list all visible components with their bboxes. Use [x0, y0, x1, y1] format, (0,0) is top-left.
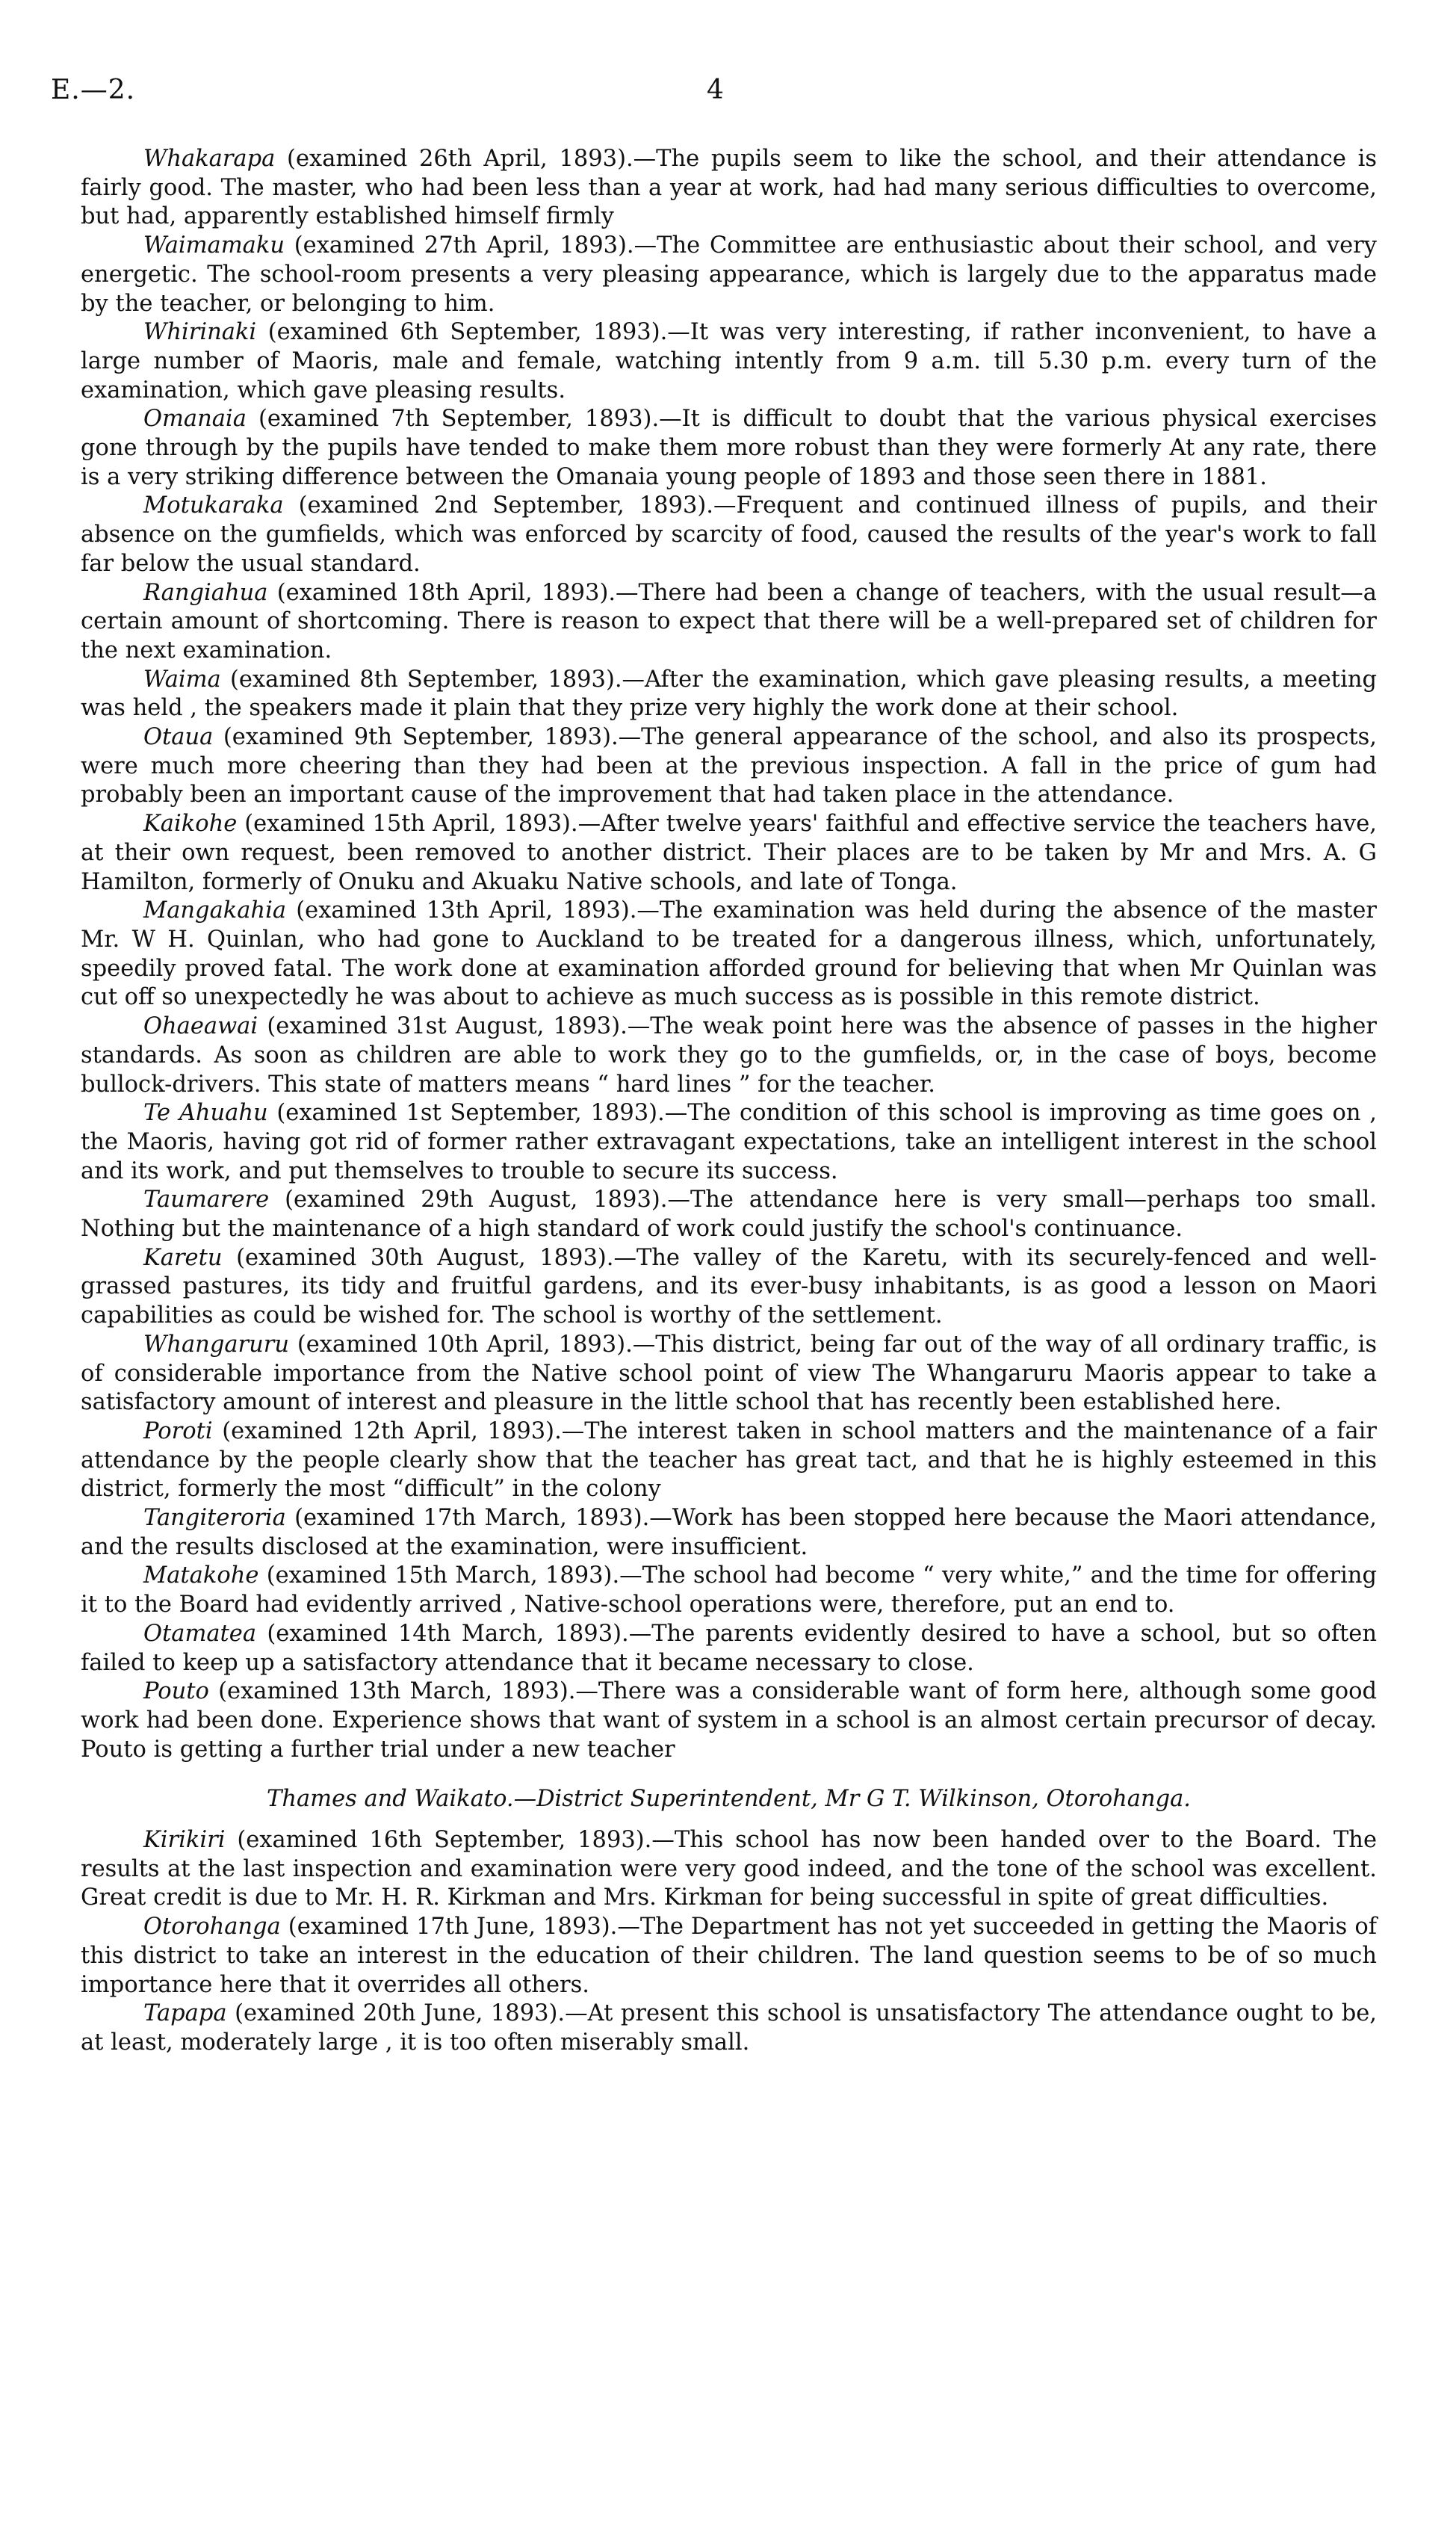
school-name: Otaua — [143, 724, 214, 751]
school-report-paragraph — [81, 1331, 1377, 1417]
report-text: (examined 1st September, 1893).—The condition of this school is improving as time goes on , the Maoris, having got rid of former rather extravagant expectations, take an intelligent interest in the school and its work, and put themselves to trouble to secure its success. — [81, 1100, 1377, 1184]
school-report-paragraph — [81, 2000, 1377, 2057]
school-name: Motukaraka — [143, 492, 284, 519]
page-header — [51, 75, 1381, 120]
report-text: (examined 10th April, 1893).—This district, being far out of the way of all ordinary traffic, is of considerable importance from the Native school point of view The Whangaruru Maoris appear to take a satisfactory amount of interest and pleasure in the little school that has recently been established here. — [81, 1331, 1377, 1416]
school-name: Tangiteroria — [143, 1505, 286, 1532]
school-name: Whirinaki — [143, 319, 257, 346]
report-text: (examined 8th September, 1893).—After the examination, which gave pleasing results, a meeting was held , the speakers made it plain that they prize very highly the work done at their school. — [81, 666, 1377, 722]
report-text: (examined 7th September, 1893).—It is difficult to doubt that the various physical exercises gone through by the pupils have tended to make them more robust than they were formerly At any rate, there is a very striking difference between the Omanaia young people of 1893 and those seen there in 1881. — [81, 406, 1377, 490]
report-text: (examined 6th September, 1893).—It was very interesting, if rather inconvenient, to have a large number of Maoris, male and female, watching intently from 9 a.m. till 5.30 p.m. every turn of the examination, which gave pleasing results. — [81, 319, 1377, 403]
report-text: (examined 31st August, 1893).—The weak point here was the absence of passes in the higher standards. As soon as children are able to work they go to the gumfields, or, in the case of boys, become bullock-drivers. This state of matters means “ hard lines ” for the teacher. — [81, 1013, 1377, 1098]
report-text: (examined 27th April, 1893).—The Committee are enthusiastic about their school, and very energetic. The school-room presents a very pleasing appearance, which is largely due to the apparatus made by the teacher, or belonging to him. — [81, 232, 1377, 317]
school-name: Otamatea — [143, 1620, 257, 1647]
page-code: E.—2. — [51, 75, 136, 105]
report-text: (examined 16th September, 1893).—This school has now been handed over to the Board. The results at the last inspection and examination were very good indeed, and the tone of the school was excellent. Great credit is due to Mr. H. R. Kirkman and Mrs. Kirkman for being successful in spite of great difficulties. — [81, 1827, 1377, 1911]
school-name: Tapapa — [143, 2000, 227, 2027]
school-name: Mangakahia — [143, 897, 287, 924]
school-report-paragraph — [81, 1012, 1377, 1099]
school-name: Ohaeawai — [143, 1013, 258, 1040]
report-text: (examined 15th April, 1893).—After twelve years' faithful and effective service the teachers have, at their own request, been removed to another district. Their places are to be taken by Mr and Mrs. A. G Hamilton, formerly of Onuku and Akuaku Native schools, and late of Tonga. — [81, 811, 1377, 895]
school-name: Karetu — [143, 1244, 223, 1271]
school-report-paragraph — [81, 810, 1377, 897]
report-text: (examined 13th April, 1893).—The examination was held during the absence of the master Mr. W H. Quinlan, who had gone to Auckland to be treated for a dangerous illness, which, unfortunately, speedily proved fatal. The work done at examination afforded ground for believing that when Mr Quinlan was cut off so unexpectedly he was about to achieve as much success as is possible in this remote district. — [81, 897, 1377, 1011]
school-report-paragraph — [81, 579, 1377, 666]
report-text: (examined 15th March, 1893).—The school had become “ very white,” and the time for offering it to the Board had evidently arrived , Native-school operations were, therefore, put an end to. — [81, 1562, 1377, 1618]
school-report-paragraph — [81, 145, 1377, 232]
school-name: Rangiahua — [143, 579, 268, 606]
report-text: (examined 13th March, 1893).—There was a considerable want of form here, although some good work had been done. Experience shows that want of system in a school is an almost certain precursor of decay. Pouto is getting a further trial under a new teacher — [81, 1678, 1377, 1763]
school-report-paragraph — [81, 1620, 1377, 1677]
school-name: Omanaia — [143, 406, 247, 433]
school-name: Pouto — [143, 1678, 209, 1705]
school-report-paragraph — [81, 666, 1377, 723]
report-text: (examined 29th August, 1893).—The attendance here is very small—perhaps too small. Nothing but the maintenance of a high standard of work could justify the school's continuance. — [81, 1187, 1377, 1243]
school-report-paragraph — [81, 1677, 1377, 1764]
report-text: (examined 9th September, 1893).—The general appearance of the school, and also its prospects, were much more cheering than they had been at the previous inspection. A fall in the price of gum had probably been an important cause of the improvement that had taken place in the attendance. — [81, 724, 1377, 808]
school-report-paragraph — [81, 405, 1377, 492]
school-report-paragraph — [81, 1244, 1377, 1331]
report-text: (examined 2nd September, 1893).—Frequent and continued illness of pupils, and their absence on the gumfields, which was enforced by scarcity of food, caused the results of the year's work to fall far below the usual standard. — [81, 492, 1377, 577]
report-text: (examined 18th April, 1893).—There had been a change of teachers, with the usual result—a certain amount of shortcoming. There is reason to expect that there will be a well-prepared set of children for the next examination. — [81, 579, 1377, 664]
school-name: Waima — [143, 666, 221, 693]
school-report-paragraph — [81, 1913, 1377, 2000]
school-report-paragraph — [81, 318, 1377, 405]
school-name: Kaikohe — [143, 811, 238, 838]
school-name: Matakohe — [143, 1562, 259, 1589]
report-text: (examined 17th June, 1893).—The Department has not yet succeeded in getting the Maoris of this district to take an interest in the education of their children. The land question seems to be of so much importance here that it overrides all others. — [81, 1914, 1377, 1998]
report-text: (examined 20th June, 1893).—At present this school is unsatisfactory The attendance ought to be, at least, moderately large , it is too often miserably small. — [81, 2000, 1377, 2056]
school-report-paragraph — [81, 1417, 1377, 1504]
school-report-paragraph — [81, 1186, 1377, 1243]
report-text: (examined 30th August, 1893).—The valley of the Karetu, with its securely-fenced and well-grassed pastures, its tidy and fruitful gardens, and its ever-busy inhabitants, is as good a lesson on Maori capabilities as could be wished for. The school is worthy of the settlement. — [81, 1244, 1377, 1329]
report-text: (examined 26th April, 1893).—The pupils seem to like the school, and their attendance is fairly good. The master, who had been less than a year at work, had had many serious difficulties to overcome, but had, apparently established himself firmly — [81, 146, 1377, 230]
school-name: Taumarere — [143, 1187, 270, 1213]
district-heading: Thames and Waikato.—District Superintendent, Mr G T. Wilkinson, Otorohanga. — [266, 1786, 1191, 1813]
school-report-paragraph — [81, 897, 1377, 1012]
school-name: Otorohanga — [143, 1914, 281, 1940]
school-report-paragraph — [81, 723, 1377, 810]
school-name: Whakarapa — [143, 146, 276, 172]
school-report-paragraph — [81, 232, 1377, 318]
report-text: (examined 12th April, 1893).—The interest taken in school matters and the maintenance of a fair attendance by the people clearly show that the teacher has great tact, and that he is highly esteemed in this district, formerly the most “difficult” in the colony — [81, 1417, 1377, 1503]
school-name: Kirikiri — [143, 1827, 226, 1854]
school-name: Te Ahuahu — [143, 1100, 268, 1127]
report-text: (examined 14th March, 1893).—The parents evidently desired to have a school, but so often failed to keep up a satisfactory attendance that it became necessary to close. — [81, 1620, 1377, 1676]
school-name: Whangaruru — [143, 1331, 289, 1358]
school-report-paragraph — [81, 1826, 1377, 1913]
school-report-paragraph — [81, 1562, 1377, 1619]
school-report-paragraph — [81, 1099, 1377, 1186]
school-name: Waimamaku — [143, 232, 285, 259]
school-report-paragraph — [81, 1504, 1377, 1562]
school-report-paragraph — [81, 492, 1377, 578]
report-text: (examined 17th March, 1893).—Work has been stopped here because the Maori attendance, and the results disclosed at the examination, were insufficient. — [81, 1505, 1377, 1560]
page-number: 4 — [707, 75, 725, 105]
school-name: Poroti — [143, 1417, 213, 1444]
document-body — [81, 145, 1377, 2058]
